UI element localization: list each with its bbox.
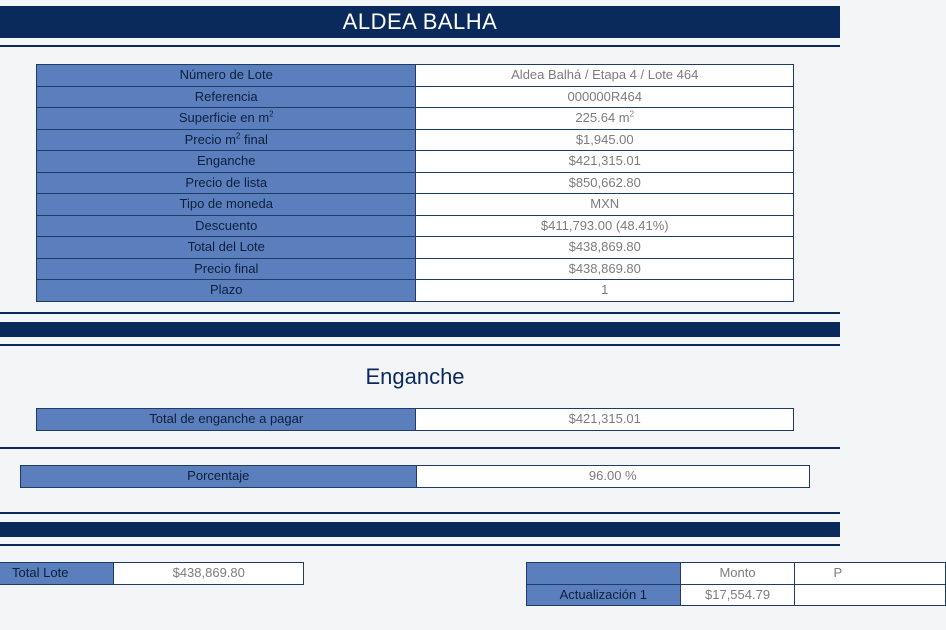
percentage-value: 96.00 % xyxy=(416,466,809,488)
list-price-value: $850,662.80 xyxy=(416,172,794,194)
table-row xyxy=(0,563,304,585)
updates-header-monto: Monto xyxy=(680,563,795,585)
total-lote-label: Total Lote xyxy=(0,563,114,585)
divider xyxy=(0,312,840,314)
term-value: 1 xyxy=(416,280,794,302)
section-band xyxy=(0,522,840,537)
surface-label: Superficie en $m^2$ xyxy=(37,108,416,130)
term-label: Plazo xyxy=(37,280,416,302)
page-title: ALDEA BALHA xyxy=(0,6,840,38)
enganche-heading: Enganche xyxy=(365,364,465,389)
currency-value: MXN xyxy=(416,194,794,216)
final-price-label: Precio final xyxy=(37,258,416,280)
down-payment-label: Enganche xyxy=(37,151,416,173)
price-per-m2-label: Precio $m^2$ final xyxy=(37,129,416,151)
section-band xyxy=(0,322,840,337)
discount-value: $411,793.00 (48.41%) xyxy=(416,215,794,237)
final-price-value: $438,869.80 xyxy=(416,258,794,280)
table-row xyxy=(37,194,794,216)
updates-box xyxy=(526,562,843,610)
currency-label: Tipo de moneda xyxy=(37,194,416,216)
table-row xyxy=(37,108,794,130)
down-payment-value: $421,315.01 xyxy=(416,151,794,173)
total-lote-value: $438,869.80 xyxy=(114,563,304,585)
table-row xyxy=(37,215,794,237)
reference-value: 000000R464 xyxy=(416,86,794,108)
update-row-next xyxy=(795,584,946,606)
table-row xyxy=(37,172,794,194)
reference-label: Referencia xyxy=(37,86,416,108)
updates-table xyxy=(526,562,946,606)
update-row-label: Actualización 1 xyxy=(527,584,681,606)
divider xyxy=(0,512,840,514)
update-row-monto: $17,554.79 xyxy=(680,584,795,606)
table-row xyxy=(37,86,794,108)
total-lote-box xyxy=(0,562,305,587)
down-payment-total-label: Total de enganche a pagar xyxy=(37,409,416,431)
table-row xyxy=(37,129,794,151)
lot-total-label: Total del Lote xyxy=(37,237,416,259)
discount-label: Descuento xyxy=(37,215,416,237)
surface-value: 225.64 $m^2$ xyxy=(416,108,794,130)
table-row xyxy=(21,466,810,488)
divider xyxy=(0,45,840,47)
lot-number-value: Aldea Balhá / Etapa 4 / Lote 464 xyxy=(416,65,794,87)
down-payment-total-value: $421,315.01 xyxy=(416,409,794,431)
percentage-table xyxy=(20,465,810,488)
divider xyxy=(0,544,840,546)
table-row xyxy=(37,258,794,280)
table-row xyxy=(37,151,794,173)
divider xyxy=(0,344,840,346)
down-payment-total-table xyxy=(36,408,794,431)
table-row xyxy=(37,280,794,302)
updates-header-next: P xyxy=(795,563,946,585)
divider xyxy=(0,447,840,449)
lot-number-label: Número de Lote xyxy=(37,65,416,87)
lot-total-value: $438,869.80 xyxy=(416,237,794,259)
table-row xyxy=(527,584,946,606)
percentage-label: Porcentaje xyxy=(21,466,417,488)
total-lote-table xyxy=(0,562,304,585)
updates-header-empty xyxy=(527,563,681,585)
list-price-label: Precio de lista xyxy=(37,172,416,194)
table-row xyxy=(527,563,946,585)
lot-details-table xyxy=(36,64,794,302)
table-row xyxy=(37,65,794,87)
table-row xyxy=(37,237,794,259)
price-per-m2-value: $1,945.00 xyxy=(416,129,794,151)
table-row xyxy=(37,409,794,431)
